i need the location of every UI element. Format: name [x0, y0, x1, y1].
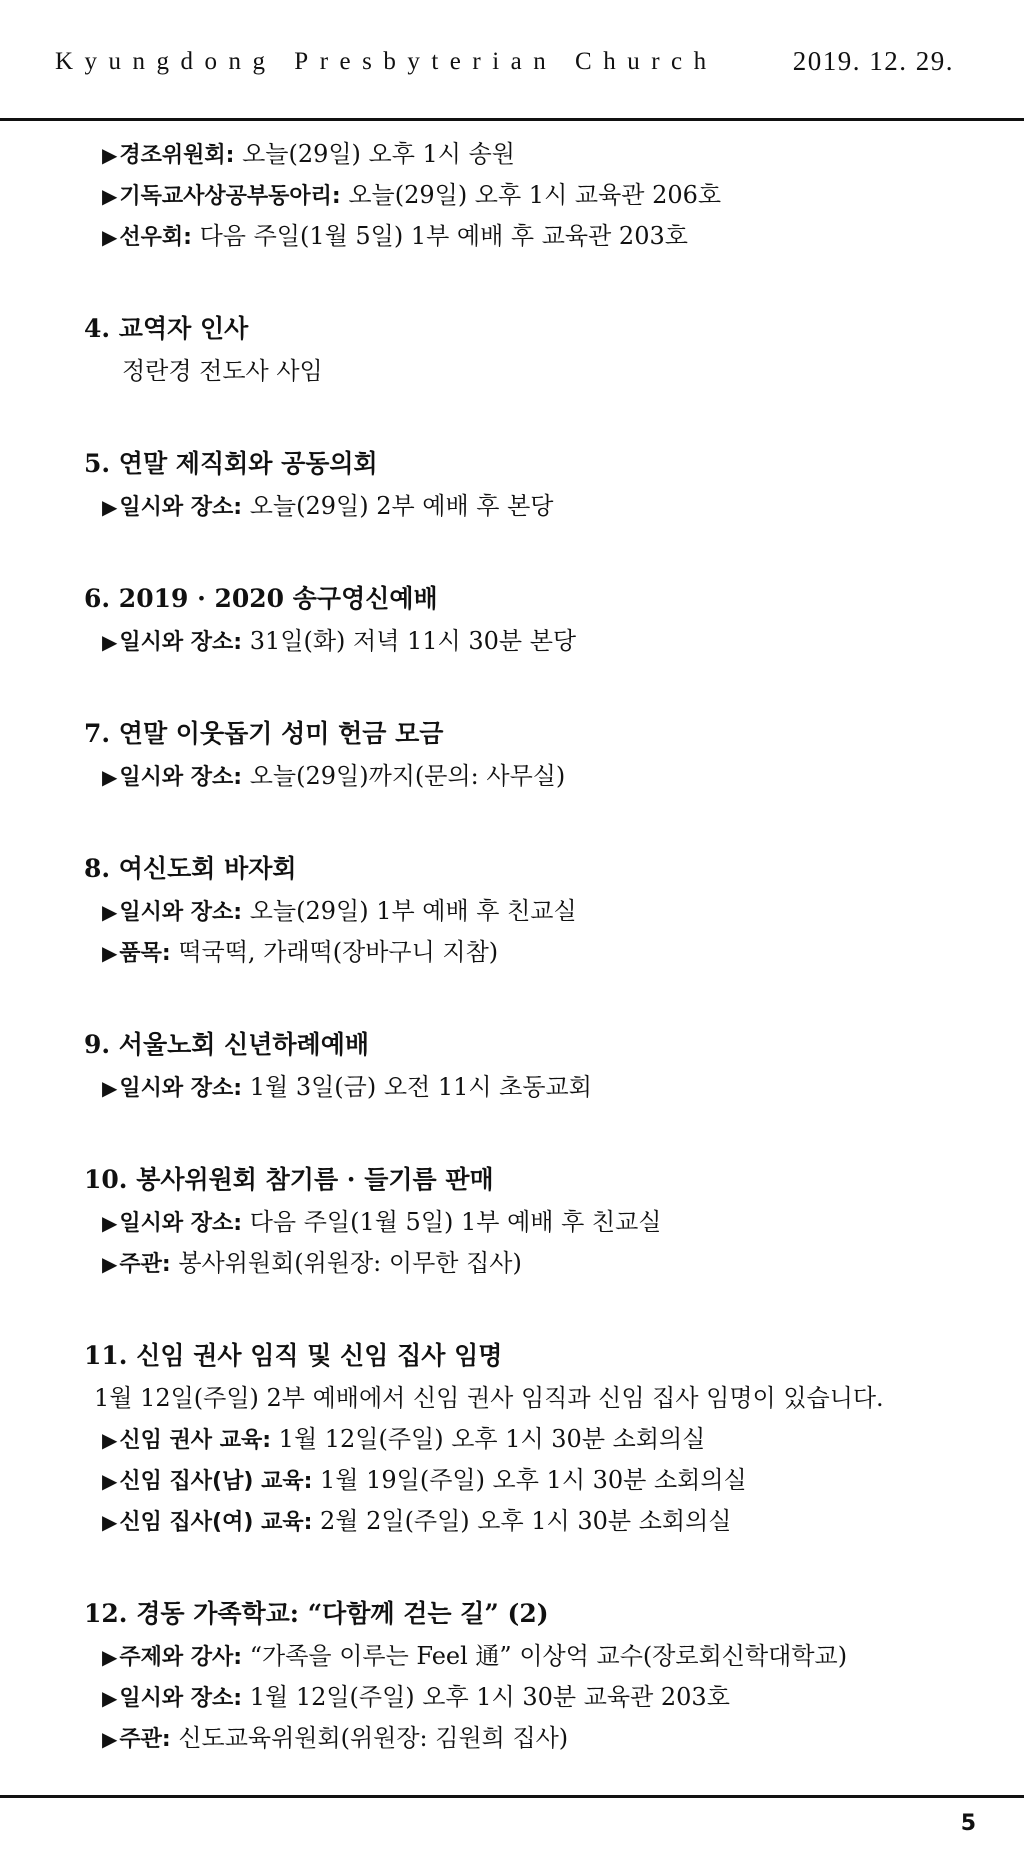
arrow-icon: ▶ — [102, 765, 118, 789]
section-neighbor-offering — [0, 712, 1024, 797]
church-name: Kyungdong Presbyterian Church — [55, 48, 718, 75]
list-item — [0, 756, 1024, 797]
item-label: 기독교사상공부동아리: — [119, 184, 341, 209]
item-text: 오늘(29일) 2부 예배 후 본당 — [249, 492, 554, 520]
list-item — [0, 216, 1024, 257]
list-item — [0, 621, 1024, 662]
arrow-icon: ▶ — [102, 1510, 118, 1534]
arrow-icon: ▶ — [102, 1645, 118, 1669]
list-item — [0, 486, 1024, 527]
item-text: 봉사위원회(위원장: 이무한 집사) — [178, 1249, 522, 1277]
section-presbytery-service — [0, 1023, 1024, 1108]
section-text: 정란경 전도사 사임 — [122, 357, 323, 385]
item-text: 오늘(29일) 오후 1시 교육관 206호 — [348, 181, 722, 209]
list-item — [0, 1501, 1024, 1542]
item-label: 주관: — [119, 1252, 171, 1277]
list-item — [0, 1718, 1024, 1759]
item-label: 일시와 장소: — [119, 630, 243, 655]
list-item — [0, 1243, 1024, 1284]
item-text: 오늘(29일) 오후 1시 송원 — [242, 140, 515, 168]
section-text: 1월 12일(주일) 2부 예배에서 신임 권사 임직과 신임 집사 임명이 있습니다. — [94, 1384, 884, 1412]
section-title: 10. 봉사위원회 참기름 · 들기름 판매 — [84, 1165, 494, 1194]
item-label: 일시와 장소: — [119, 1211, 243, 1236]
item-label: 일시와 장소: — [119, 1076, 243, 1101]
list-item — [0, 891, 1024, 932]
section-title: 6. 2019 · 2020 송구영신예배 — [84, 584, 438, 613]
item-text: 31일(화) 저녁 11시 30분 본당 — [249, 627, 577, 655]
section-title: 12. 경동 가족학교: “다함께 걷는 길” (2) — [84, 1599, 549, 1628]
item-text: 1월 12일(주일) 오후 1시 30분 교육관 203호 — [249, 1683, 730, 1711]
bulletin-date: 2019. 12. 29. — [792, 46, 954, 76]
item-label: 신임 권사 교육: — [119, 1428, 272, 1453]
item-label: 신임 집사(남) 교육: — [119, 1469, 313, 1494]
item-text: 다음 주일(1월 5일) 1부 예배 후 교육관 203호 — [199, 222, 688, 250]
arrow-icon: ▶ — [102, 1686, 118, 1710]
section-bazaar — [0, 847, 1024, 973]
item-text: 오늘(29일)까지(문의: 사무실) — [249, 762, 566, 790]
list-item — [0, 1419, 1024, 1460]
list-item — [0, 134, 1024, 175]
section-title: 5. 연말 제직회와 공동의회 — [84, 449, 378, 478]
item-label: 일시와 장소: — [119, 1686, 243, 1711]
section-ordination — [0, 1334, 1024, 1542]
item-text: 1월 12일(주일) 오후 1시 30분 소회의실 — [278, 1425, 706, 1453]
arrow-icon: ▶ — [102, 184, 118, 208]
section-title: 7. 연말 이웃돕기 성미 헌금 모금 — [84, 719, 444, 748]
arrow-icon: ▶ — [102, 941, 118, 965]
item-label: 선우회: — [119, 225, 192, 250]
section-year-end-meeting — [0, 442, 1024, 527]
item-label: 주제와 강사: — [119, 1645, 243, 1670]
page-header — [0, 0, 1024, 121]
item-text: “가족을 이루는 Feel 通” 이상억 교수(장로회신학대학교) — [249, 1642, 848, 1670]
item-text: 오늘(29일) 1부 예배 후 친교실 — [249, 897, 577, 925]
arrow-icon: ▶ — [102, 900, 118, 924]
section-title: 4. 교역자 인사 — [84, 314, 249, 343]
item-label: 경조위원회: — [119, 143, 235, 168]
item-text: 2월 2일(주일) 오후 1시 30분 소회의실 — [320, 1507, 732, 1535]
arrow-icon: ▶ — [102, 143, 118, 167]
arrow-icon: ▶ — [102, 1428, 118, 1452]
arrow-icon: ▶ — [102, 1211, 118, 1235]
section-new-year-service — [0, 577, 1024, 662]
arrow-icon: ▶ — [102, 495, 118, 519]
item-text: 다음 주일(1월 5일) 1부 예배 후 친교실 — [249, 1208, 662, 1236]
section-title: 8. 여신도회 바자회 — [84, 854, 297, 883]
section-title: 9. 서울노회 신년하례예배 — [84, 1030, 370, 1059]
section-family-school — [0, 1592, 1024, 1759]
item-text: 떡국떡, 가래떡(장바구니 지참) — [178, 938, 499, 966]
item-text: 신도교육위원회(위원장: 김원희 집사) — [178, 1724, 569, 1752]
arrow-icon: ▶ — [102, 630, 118, 654]
list-item — [0, 932, 1024, 973]
list-item — [0, 1202, 1024, 1243]
arrow-icon: ▶ — [102, 1469, 118, 1493]
page-footer — [0, 1795, 1024, 1853]
list-item — [0, 1067, 1024, 1108]
list-item — [0, 175, 1024, 216]
arrow-icon: ▶ — [102, 1076, 118, 1100]
item-text: 1월 3일(금) 오전 11시 초동교회 — [249, 1073, 592, 1101]
item-label: 품목: — [119, 941, 171, 966]
list-item — [0, 1677, 1024, 1718]
item-label: 주관: — [119, 1727, 171, 1752]
intro-list — [0, 134, 1024, 257]
item-label: 일시와 장소: — [119, 765, 243, 790]
arrow-icon: ▶ — [102, 225, 118, 249]
arrow-icon: ▶ — [102, 1252, 118, 1276]
item-label: 일시와 장소: — [119, 900, 243, 925]
section-oil-sale — [0, 1158, 1024, 1284]
section-title: 11. 신임 권사 임직 및 신임 집사 임명 — [84, 1341, 503, 1370]
list-item — [0, 1460, 1024, 1501]
announcements — [0, 134, 1024, 1759]
list-item — [0, 1636, 1024, 1677]
arrow-icon: ▶ — [102, 1727, 118, 1751]
item-label: 신임 집사(여) 교육: — [119, 1510, 313, 1535]
section-staff-greeting — [0, 307, 1024, 392]
item-text: 1월 19일(주일) 오후 1시 30분 소회의실 — [320, 1466, 747, 1494]
page-number: 5 — [960, 1811, 976, 1836]
item-label: 일시와 장소: — [119, 495, 243, 520]
